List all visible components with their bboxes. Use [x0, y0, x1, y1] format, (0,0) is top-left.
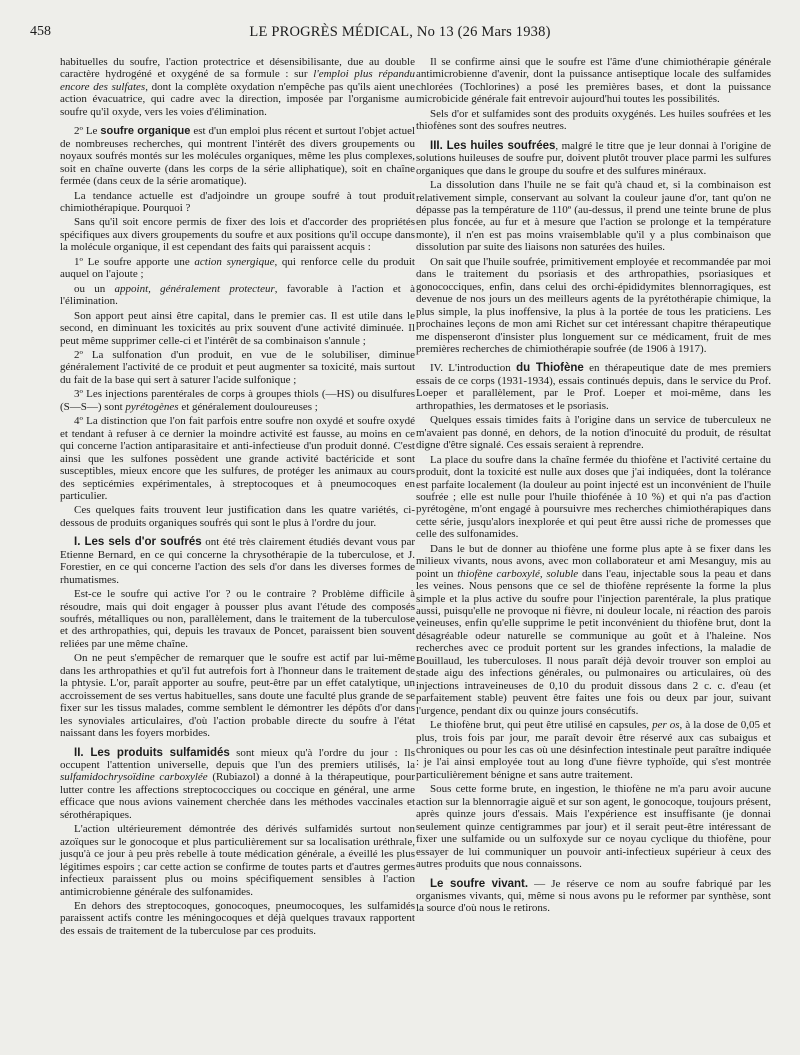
paragraph: Le thiofène brut, qui peut être utilisé en capsules, per os, à la dose de 0,05 et plus, trois fois par jour, me paraît devoir être réservé aux cas subaigus et chroniques ou pour les cas où une désinfection intestinale peut paraître indiquée : je l'ai ainsi employée tout au long d'une fièvre typhoïde, qui s'est montrée particulièrement bénigne et sans autre traitement.	[416, 719, 771, 781]
paragraph: Quelques essais timides faits à l'origine dans un service de tuberculeux ne m'avaient pas donné, en dehors, de la notion d'inocuité du produit, de résultat digne d'être signalé. Ces essais seraient à reprendre.	[416, 414, 771, 452]
section-heading-5: Le soufre vivant. — Je réserve ce nom au soufre fabriqué par les organismes vivants, qui, même si nous avons pu le reformer par synthèse, sont la source d'où nous le retirons.	[416, 877, 771, 915]
paragraph: La tendance actuelle est d'adjoindre un groupe soufré à tout produit chimiothérapique. Pourquoi ?	[60, 189, 415, 214]
right-column	[416, 56, 771, 917]
paragraph: La place du soufre dans la chaîne fermée du thiofène et l'activité certaine du produit, dont la toxicité est nulle aux doses que j'ai indiquées, dont la tolérance est parfaite localement (la douleur au point injecté est un inconvénient de l'huile soufrée ; elle est nulle pour l'huile thiofénée à 10 %) et qui n'a pas d'action pyrétogène, m'ont engagé à poursuivre mes recherches chimiothérapiques dans cette série, jusqu'alors inexplorée et qui peut être aussi riche de promesses que celle des sulfonamides.	[416, 453, 771, 541]
page-number: 458	[30, 24, 51, 39]
page-header	[30, 24, 770, 42]
list-item: 1º Le soufre apporte une action synergique, qui renforce celle du produit auquel on l'ajoute ;	[60, 255, 415, 281]
paragraph: Ces quelques faits trouvent leur justification dans les quatre variétés, ci-dessous de produits organiques soufrés qui sont le plus à l'ordre du jour.	[60, 504, 415, 529]
section-heading-1: I. Les sels d'or soufrés ont été très clairement étudiés devant vous par Etienne Bernard, en ce qui concerne la chrysothérapie de la tuberculose, et J. Forestier, en ce qui concerne l'action des sels d'or dans les diverses formes de rhumatismes.	[60, 536, 416, 586]
paragraph: On sait que l'huile soufrée, primitivement employée et recommandée par moi dans le traitement du psoriasis et des arthropathies, psoriasiques et gonococciques, enfin, dans celui des orchi-épididymites blennorragiques, est devenue de nos jours un des meilleurs agents de la pyrétothérapie chimique, la plus simple, la plus inoffensive, la plus à la portée de tous les praticiens. Les prochaines leçons de mon ami Richet sur cet intéressant chapitre thérapeutique me dispenseront d'insister plus longuement sur ce médicament, fruit de mes premières recherches de chimiothérapie soufrée (de 1906 à 1917).	[416, 255, 771, 355]
paragraph: La dissolution dans l'huile ne se fait qu'à chaud et, si la combinaison est relativement simple, conservant au solvant la couleur jaune d'or, tant qu'on ne dépasse pas la température de 110º (au-dessus, il prend une teinte brune de plus en plus foncée, au fur et à mesure que l'action se prolonge et la température monte), il n'en est pas moins vraisemblable qu'il y a plus combinaison que dissolution par suite des liaisons non saturées des huiles.	[416, 179, 771, 254]
paragraph: Il se confirme ainsi que le soufre est l'âme d'une chimiothérapie générale antimicrobienne d'avenir, dont la puissance antiseptique locale des sulfamides chlorées (Tochlorines) a posé les premières bases, et dont la puissance microbicide générale fait entrevoir aujourd'hui toutes les possibilités.	[416, 56, 771, 106]
paragraph: Sous cette forme brute, en ingestion, le thiofène ne m'a paru avoir aucune action sur la blennorragie aiguë et sur son agent, le gonocoque, toujours présent, après quinze jours d'essais. Mais l'expérience est insuffisante (je donnai seulement quinze centigrammes par jour) et il serait peut-être intéressant de fixer une sulfamide ou un sulfoxyde sur ce noyau cyclique du thiofène, pour essayer de lui communiquer un pouvoir anti-infectieux supérieur à ceux des autres produits que nous connaissons.	[416, 783, 771, 871]
list-item: ou un appoint, généralement protecteur, favorable à l'action et à l'élimination.	[60, 282, 415, 308]
paragraph: 2º Le soufre organique est d'un emploi plus récent et surtout l'objet actuel de nombreuses recherches, qui montrent l'intérêt des divers groupements ou noyaux soufrés montés sur les molécules organiques, même les plus complexes, soit en chaîne ouverte (dans les corps de la série alliphatique), soit en chaîne fermée (dans ceux de la série aromatique).	[60, 125, 416, 188]
paragraph: Est-ce le soufre qui active l'or ? ou le contraire ? Problème difficile à résoudre, mais qui doit engager à pousser plus avant l'étude des composés soufrés, métalliques ou non, parallèlement, dans le traitement de la tuberculose et des arthropathies, qui, depuis les travaux de Poncet, paraissent bien souvent reliées par une même chaîne.	[60, 588, 415, 650]
paragraph: On ne peut s'empêcher de remarquer que le soufre est actif par lui-même dans les arthropathies et qu'il fut autrefois fort à l'honneur dans le traitement de la phtysie. L'or, paraît apporter au soufre, peut-être par un effet catalytique, un accroissement de ses vertus habituelles, sans doute une faculté plus grande de se fixer sur les tissus malades, comme semblent le démontrer les dépôts d'or dans les synoviales articulaires, d'où l'action probable directe du soufre à l'état naissant dans les foyers morbides.	[60, 652, 415, 740]
section-heading-2: II. Les produits sulfamidés sont mieux qu'à l'ordre du jour : Ils occupent l'attention universelle, depuis que l'un des premiers utilisés, la sulfamidochrysoïdine carboxylée (Rubiazol) a donné à la thérapeutique, pour lutter contre les affections streptococciques ou coccique en général, une arme efficace que nous avions vainement cherchée dans les méthodes vaccinales et sérothérapiques.	[60, 746, 416, 821]
list-item: 2º La sulfonation d'un produit, en vue de le solubiliser, diminue généralement l'activité de ce produit et peut augmenter sa toxicité, mais surtout du fait de la base qui sert à saturer l'acide sulfonique ;	[60, 348, 415, 386]
paragraph: L'action ultérieurement démontrée des dérivés sulfamidés surtout non azoïques sur le gonocoque et plus particulièrement sur sa localisation uréthrale, jusqu'à ce jour à peu près rebelle à toute médication générale, a éveillé les plus légitimes espoirs ; car cette action se confirme de toutes parts et d'autres germes infectieux paraissent plus ou moins spécifiquement sensibles à l'action antimicrobienne générale des sulfonamides.	[60, 823, 415, 898]
paragraph: En dehors des streptocoques, gonocoques, pneumocoques, les sulfamidés paraissent actifs contre les méningocoques et déjà quelques travaux rapportent des essais de traitement de la tuberculose par ces produits.	[60, 900, 415, 937]
section-heading-3: III. Les huiles soufrées, malgré le titre que je leur donnai à l'origine de solutions huileuses de soufre pur, doivent plutôt trouver place parmi les sulfures organiques que dans le groupe du soufre et des sulfures minéraux.	[416, 139, 771, 177]
running-head: LE PROGRÈS MÉDICAL, No 13 (26 Mars 1938)	[249, 24, 551, 40]
list-item: 4º La distinction que l'on fait parfois entre soufre non oxydé et soufre oxydé et tendant à refuser à ce dernier la moindre activité est fausse, au moins en ce qui concerne l'action antiparasitaire et anti-infectieuse d'un produit donné. C'est ainsi que les sulfones possèdent une grande activité bactéricide et sont susceptibles, mieux encore que les sulfures, de protéger les animaux au cours des septicémies expérimentales, à streptocoques et à pneumocoques en particulier.	[60, 415, 415, 502]
paragraph: habituelles du soufre, l'action protectrice et désensibilisante, due au double caractère hydrogéné et oxygéné de sa formule : sur l'emploi plus répandu encore des sulfates, dont la complète oxydation n'empêche pas qu'ils aient une action évacuatrice, qui cadre avec la direction, imposée par l'organisme au soufre qu'il oxyde, vers les voies d'élimination.	[60, 56, 416, 118]
list-item: 3º Les injections parentérales de corps à groupes thiols (—HS) ou disulfures (S—S—) sont pyrétogènes et généralement douloureuses ;	[60, 388, 415, 413]
paragraph: Son apport peut ainsi être capital, dans le premier cas. Il est utile dans le second, en diminuant les toxicités au prix souvent d'une activité diminuée. Il peut même supprimer celle-ci et l'intérêt de sa combinaison s'annule ;	[60, 309, 415, 347]
paragraph: Dans le but de donner au thiofène une forme plus apte à se fixer dans les milieux vivants, nous avons, avec mon collaborateur et ami Mesanguy, mis au point un thiofène carboxylé, soluble dans l'eau, injectable sous la peau et dans les veines. Nous pensons que ce sel de thiofène représente la forme la plus simple et la plus active du soufre pour l'injection parentérale, la plus pratique aussi, puisqu'elle ne provoque ni fièvre, ni douleur locale, ni réaction des parois veineuses, enfin qu'elle supprime le petit inconvénient du thiofène brut, dont la désagréable odeur naturelle se communique au goût et à l'haleine. Nos recherches avec ce produit portent sur les grandes infections, la maladie de Bouillaud, les tuberculoses. Il nous paraît déjà devoir trouver son emploi au stade aigu des infections générales, ou pulmonaires ou articulaires, où des injections intraveineuses de 0,10 du produit dissous dans 2 c. c. d'eau (et parfaitement stable) peuvent être faites une fois ou deux par jour, suivant l'urgence, pendant dix ou quinze jours consécutifs.	[416, 542, 771, 717]
paragraph: Sans qu'il soit encore permis de fixer des lois et d'accorder des propriétés spécifiques aux divers groupements du soufre et aux positions qu'il occupe dans la molécule organique, il est cependant des faits qui paraissent acquis :	[60, 216, 415, 254]
paragraph: Sels d'or et sulfamides sont des produits oxygénés. Les huiles soufrées et les thiofènes sont des soufres neutres.	[416, 107, 771, 133]
left-column	[60, 56, 415, 939]
section-heading-4: IV. L'introduction du Thiofène en thérapeutique date de mes premiers essais de ce corps (1931-1934), essais continués depuis, dans le service du Prof. Loeper et parallèlement, par le Prof. Loeper et moi-même, dans les arthropathies, les dermatoses et le psoriasis.	[416, 362, 771, 412]
